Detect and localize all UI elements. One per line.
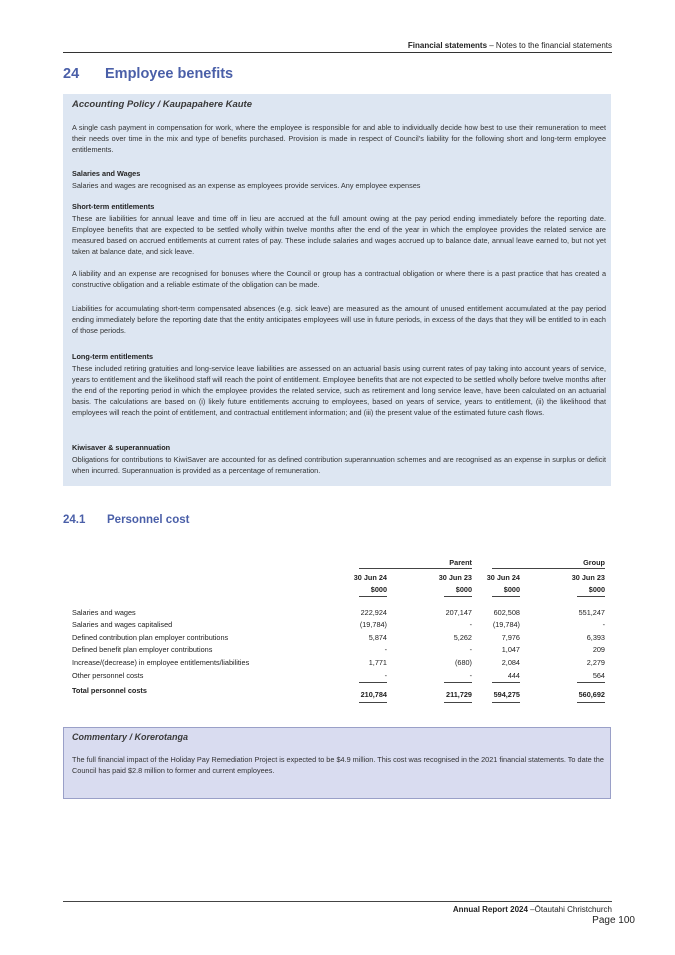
row-label: Salaries and wages capitalised (72, 620, 173, 629)
row-value: - (384, 671, 387, 680)
subtotal-rule-4 (577, 682, 605, 683)
row-value: 6,393 (586, 633, 605, 642)
group-group-header: Group (583, 558, 605, 567)
total-value: 594,275 (493, 690, 520, 699)
col-unit-1: $000 (370, 585, 387, 594)
short-term-text: These are liabilities for annual leave and time off in lieu are accrued at the full amount owing at the pay period ending immediately before the reporting date. Employee benefits that are expected to be settled wholly within twelve months after the end of the year in which the employee provides the related service are measured based on accrued entitlements at current rates of pay. These include salaries and wages accrued up to balance date, annual leave earned to, but not yet taken at balance date, and sick leave. (72, 214, 606, 256)
total-value: 211,729 (446, 690, 472, 699)
footer-rule (63, 901, 612, 902)
row-value: (19,784) (492, 620, 520, 629)
row-value: 209 (592, 645, 605, 654)
total-value: 210,784 (360, 690, 387, 699)
col-date-2: 30 Jun 23 (438, 573, 472, 582)
section-heading (63, 66, 233, 82)
total-label: Total personnel costs (72, 686, 147, 695)
col-unit-4: $000 (588, 585, 605, 594)
row-value: 207,147 (445, 608, 472, 617)
row-label: Increase/(decrease) in employee entitlements/liabilities (72, 658, 250, 667)
col-date-3: 30 Jun 24 (486, 573, 520, 582)
parent-header-rule (359, 568, 472, 569)
row-value: - (602, 620, 605, 629)
policy-title: Accounting Policy / Kaupapahere Kaute (72, 99, 253, 110)
subtotal-rule-3 (492, 682, 520, 683)
row-value: 1,047 (501, 645, 520, 654)
col-unit-3: $000 (503, 585, 520, 594)
section-number: 24 (63, 66, 80, 82)
row-label: Salaries and wages (72, 608, 136, 617)
col-date-1: 30 Jun 24 (353, 573, 387, 582)
row-value: 5,874 (368, 633, 387, 642)
running-header (408, 41, 612, 50)
row-value: 5,262 (453, 633, 472, 642)
unit-rule-1 (359, 596, 387, 597)
salaries-text: Salaries and wages are recognised as an expense as employees provide services. Any employee expenses (72, 181, 421, 190)
row-value: 1,771 (368, 658, 387, 667)
subtotal-rule-1 (359, 682, 387, 683)
total-rule-3 (492, 702, 520, 703)
row-value: - (384, 645, 387, 654)
kiwisaver-text: Obligations for contributions to KiwiSaver are accounted for as defined contribution superannuation schemes and are recognised as an expense in surplus or deficit when incurred. Superannuation is provided as a percentage of remuneration. (72, 455, 606, 475)
policy-intro: A single cash payment in compensation for work, where the employee is responsible for and able to individually decide how best to use their remuneration to meet their needs over time in the mix and type of benefits purchased. Provision is made in respect of Council’s liability for the following short and long-term employee entitlements. (72, 123, 606, 154)
group-header-rule (492, 568, 605, 569)
row-label: Defined benefit plan employer contributions (72, 645, 213, 654)
unit-rule-2 (444, 596, 472, 597)
row-label: Other personnel costs (72, 671, 144, 680)
row-value: 2,084 (501, 658, 520, 667)
total-rule-1 (359, 702, 387, 703)
row-value: (680) (454, 658, 472, 667)
row-value: 7,976 (501, 633, 520, 642)
row-value: 444 (507, 671, 520, 680)
footer (453, 905, 612, 914)
kiwisaver-heading: Kiwisaver & superannuation (72, 443, 171, 452)
subtotal-rule-2 (444, 682, 472, 683)
subsection-title: Personnel cost (107, 514, 190, 526)
page-number: Page 100 (592, 915, 635, 926)
row-value: 564 (592, 671, 605, 680)
long-term-text: These included retiring gratuities and long-service leave liabilities are assessed on an actuarial basis using current rates of pay taking into account years of service, years to entitlement and the likelihood staff will reach the point of entitlement. Employee benefits that are not expected to be settled wholly before twelve months after the end of the reporting period in which the employee provides the related service, such as retirement and long service leave, have been calculated on an actuarial basis. The calculations are based on (i) likely future entitlements accruing to employees, based on years of service, years to entitlement, (ii) the likelihood that employees will reach the point of entitlement, and contractual entitlement information; and (iii) the present value of the estimated future cash flows. (72, 364, 606, 417)
total-rule-4 (577, 702, 605, 703)
row-value: 2,279 (586, 658, 605, 667)
row-label: Defined contribution plan employer contributions (72, 633, 229, 642)
commentary-text: The full financial impact of the Holiday Pay Remediation Project is expected to be $4.9 million. This cost was recognised in the 2021 financial statements. To date the Council has paid $2.8 million to former and current employees. (72, 755, 604, 775)
subsection-number: 24.1 (63, 514, 86, 526)
long-term-heading: Long-term entitlements (72, 352, 154, 361)
header-rule (63, 52, 612, 53)
col-date-4: 30 Jun 23 (571, 573, 605, 582)
header-title: Financial statements (407, 41, 488, 50)
footer-subtitle: –Ōtautahi Christchurch (527, 905, 612, 914)
row-value: - (469, 620, 472, 629)
header-subtitle: – Notes to the financial statements (487, 41, 612, 50)
row-value: - (469, 671, 472, 680)
short-term-heading: Short-term entitlements (72, 202, 155, 211)
row-value: 551,247 (578, 608, 605, 617)
row-value: - (469, 645, 472, 654)
bonus-text: A liability and an expense are recognised for bonuses where the Council or group has a contractual obligation or where there is a past practice that has created a constructive obligation and a reliable estimate of the obligation can be made. (72, 269, 606, 289)
section-title: Employee benefits (105, 66, 234, 82)
row-value: 222,924 (360, 608, 387, 617)
commentary-title: Commentary / Korerotanga (72, 732, 189, 742)
unit-rule-3 (492, 596, 520, 597)
unit-rule-4 (577, 596, 605, 597)
row-value: 602,508 (493, 608, 520, 617)
row-value: (19,784) (359, 620, 387, 629)
col-unit-2: $000 (455, 585, 472, 594)
total-value: 560,692 (578, 690, 605, 699)
salaries-heading: Salaries and Wages (72, 169, 141, 178)
parent-group-header: Parent (449, 558, 472, 567)
total-rule-2 (444, 702, 472, 703)
subsection-heading (63, 514, 189, 526)
absences-text: Liabilities for accumulating short-term compensated absences (e.g. sick leave) are measured as the amount of unused entitlement accumulated at the pay period ending immediately before the reporting date that the entity anticipates employees will use in future periods, in excess of the days that they will be entitled to in each of those periods. (72, 304, 606, 335)
footer-title: Annual Report 2024 (452, 905, 528, 914)
